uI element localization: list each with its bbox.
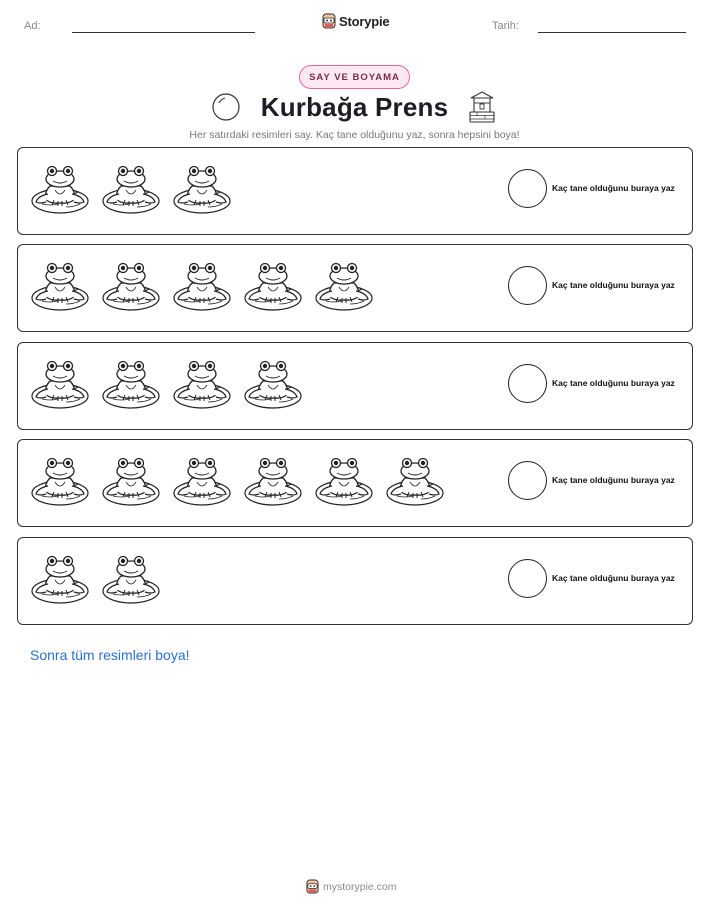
- activity-badge: SAY VE BOYAMA: [299, 65, 410, 89]
- frog-icon[interactable]: [30, 160, 91, 216]
- frog-icon[interactable]: [385, 452, 446, 508]
- brand-name: Storypie: [339, 13, 390, 29]
- name-line[interactable]: [72, 32, 255, 33]
- page-title: Kurbağa Prens: [260, 92, 449, 122]
- frog-icon[interactable]: [101, 257, 162, 313]
- frog-icon[interactable]: [172, 257, 233, 313]
- count-row: [17, 244, 693, 332]
- answer-circle[interactable]: [508, 266, 547, 305]
- frog-group: [30, 257, 375, 323]
- date-line[interactable]: [538, 32, 686, 33]
- frog-group: [30, 160, 233, 226]
- frog-icon[interactable]: [101, 160, 162, 216]
- answer-label: Kaç tane olduğunu buraya yaz: [552, 280, 675, 290]
- brand-logo: [322, 13, 389, 29]
- count-row: [17, 147, 693, 235]
- count-row: [17, 342, 693, 430]
- frog-icon[interactable]: [101, 550, 162, 606]
- date-label: Tarih:: [492, 20, 519, 32]
- frog-icon[interactable]: [243, 452, 304, 508]
- instructions: Her satırdaki resimleri say. Kaç tane olduğunu yaz, sonra hepsini boya!: [189, 129, 520, 141]
- site-url: mystorypie.com: [323, 880, 397, 893]
- answer-label: Kaç tane olduğunu buraya yaz: [552, 573, 675, 583]
- frog-icon[interactable]: [243, 257, 304, 313]
- frog-icon[interactable]: [30, 257, 91, 313]
- frog-group: [30, 452, 446, 518]
- frog-icon[interactable]: [172, 160, 233, 216]
- frog-group: [30, 355, 304, 421]
- storypie-mascot-icon: [306, 879, 319, 894]
- frog-icon[interactable]: [30, 452, 91, 508]
- count-row: [17, 439, 693, 527]
- answer-circle[interactable]: [508, 461, 547, 500]
- site-footer: [306, 879, 397, 894]
- frog-icon[interactable]: [172, 452, 233, 508]
- answer-circle[interactable]: [508, 364, 547, 403]
- frog-icon[interactable]: [101, 452, 162, 508]
- answer-label: Kaç tane olduğunu buraya yaz: [552, 475, 675, 485]
- storypie-mascot-icon: [322, 13, 336, 29]
- answer-label: Kaç tane olduğunu buraya yaz: [552, 183, 675, 193]
- frog-icon[interactable]: [172, 355, 233, 411]
- frog-icon[interactable]: [314, 452, 375, 508]
- well-icon: [467, 90, 497, 124]
- answer-circle[interactable]: [508, 169, 547, 208]
- count-row: [17, 537, 693, 625]
- frog-icon[interactable]: [101, 355, 162, 411]
- answer-label: Kaç tane olduğunu buraya yaz: [552, 378, 675, 388]
- frog-icon[interactable]: [30, 550, 91, 606]
- name-label: Ad:: [24, 20, 41, 32]
- footer-note: Sonra tüm resimleri boya!: [30, 647, 190, 663]
- frog-icon[interactable]: [243, 355, 304, 411]
- frog-icon[interactable]: [30, 355, 91, 411]
- frog-group: [30, 550, 162, 616]
- frog-icon[interactable]: [314, 257, 375, 313]
- answer-circle[interactable]: [508, 559, 547, 598]
- title-row: [0, 90, 709, 128]
